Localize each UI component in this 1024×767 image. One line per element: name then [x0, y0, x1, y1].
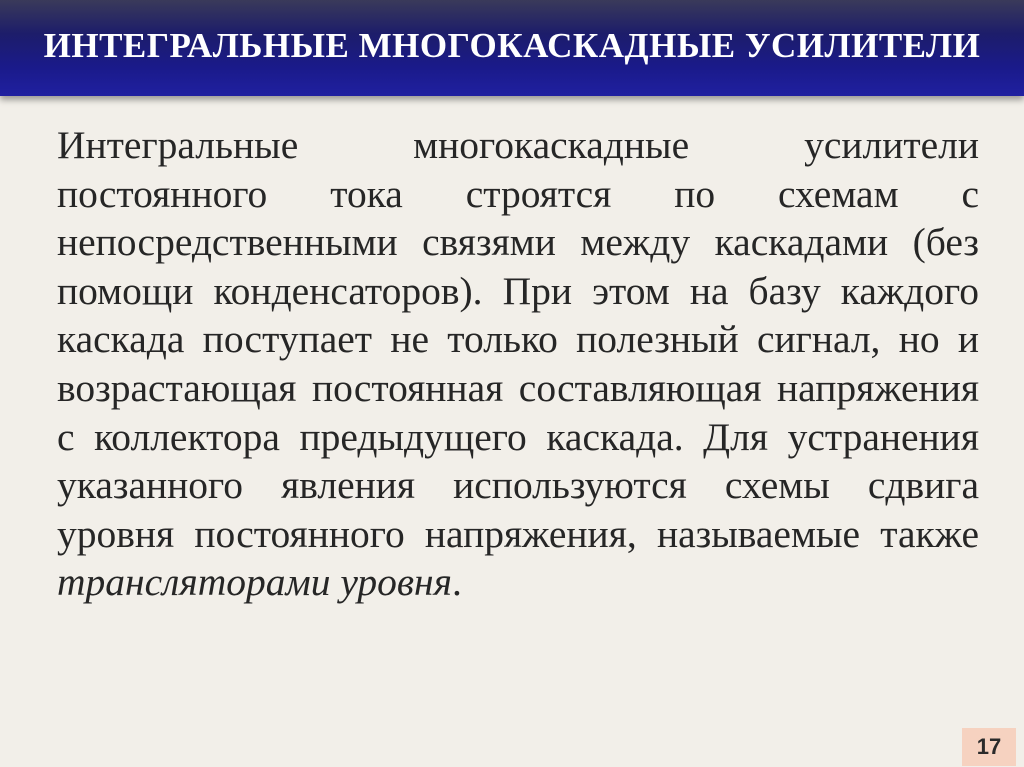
slide-title: ИНТЕГРАЛЬНЫЕ МНОГОКАСКАДНЫЕ УСИЛИТЕЛИ: [43, 26, 981, 65]
page-number-badge: 17: [962, 728, 1016, 766]
body-end-text: .: [451, 560, 462, 605]
body-main-text: Интегральные многокаскадные усилители постоянного тока строятся по схемам с непосредственными связями между каскадами (без помощи конденсаторов). При этом на базу каждого каскада поступает не только полезный сигнал, но и возрастающая постоянная составляющая напряжения с коллектора предыдущего каскада. Для устранения указанного явления используются схемы сдвига уровня постоянного напряжения, называемые также: [57, 123, 979, 556]
body-emphasis-text: трансляторами уровня: [57, 560, 452, 605]
title-bar: [0, 0, 1024, 96]
slide-body-text: [57, 121, 979, 607]
